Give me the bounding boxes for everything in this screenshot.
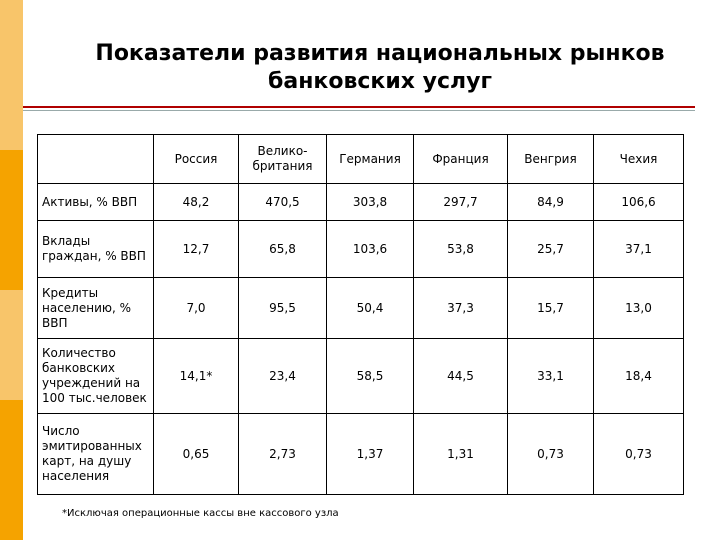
- table-cell: 37,3: [414, 278, 508, 339]
- side-bar-segment: [0, 0, 23, 150]
- row-label: Количество банковских учреждений на 100 тыс.человек: [38, 339, 154, 414]
- table-cell: 0,73: [594, 414, 684, 495]
- row-label: Активы, % ВВП: [38, 184, 154, 221]
- footnote: *Исключая операционные кассы вне кассового узла: [62, 508, 339, 519]
- title-line-2: банковских услуг: [268, 69, 492, 94]
- table-row: [38, 414, 684, 495]
- table-cell: 50,4: [327, 278, 414, 339]
- title-line-1: Показатели развития национальных рынков: [95, 41, 665, 66]
- table-cell: 2,73: [239, 414, 327, 495]
- table-cell: 58,5: [327, 339, 414, 414]
- table-cell: 103,6: [327, 221, 414, 278]
- table-cell: 37,1: [594, 221, 684, 278]
- column-header: Франция: [414, 135, 508, 184]
- table-cell: 44,5: [414, 339, 508, 414]
- table-cell: 297,7: [414, 184, 508, 221]
- table-row: [38, 339, 684, 414]
- table-cell: 53,8: [414, 221, 508, 278]
- table-cell: 65,8: [239, 221, 327, 278]
- column-header: Россия: [154, 135, 239, 184]
- table-cell: 0,65: [154, 414, 239, 495]
- table-row: [38, 278, 684, 339]
- row-label: Вклады граждан, % ВВП: [38, 221, 154, 278]
- table-cell: 7,0: [154, 278, 239, 339]
- table-cell: 470,5: [239, 184, 327, 221]
- column-header: Германия: [327, 135, 414, 184]
- table-row: [38, 221, 684, 278]
- table-cell: 303,8: [327, 184, 414, 221]
- title-divider-shadow: [23, 110, 695, 111]
- table-cell: 15,7: [508, 278, 594, 339]
- table-cell: 1,37: [327, 414, 414, 495]
- table-cell: 106,6: [594, 184, 684, 221]
- title-divider: [23, 106, 695, 108]
- table-cell: 12,7: [154, 221, 239, 278]
- table-cell: 23,4: [239, 339, 327, 414]
- column-header: Велико- британия: [239, 135, 327, 184]
- table-cell: 1,31: [414, 414, 508, 495]
- table-cell: 18,4: [594, 339, 684, 414]
- table-cell: 95,5: [239, 278, 327, 339]
- table-header-row: [38, 135, 684, 184]
- table-cell: 25,7: [508, 221, 594, 278]
- row-label: Число эмитированных карт, на душу населения: [38, 414, 154, 495]
- table-row: [38, 184, 684, 221]
- column-header: Венгрия: [508, 135, 594, 184]
- side-bar-segment: [0, 290, 23, 400]
- table-cell: 14,1*: [154, 339, 239, 414]
- decorative-side-bar: [0, 0, 23, 540]
- table-cell: 13,0: [594, 278, 684, 339]
- corner-cell: [38, 135, 154, 184]
- column-header: Чехия: [594, 135, 684, 184]
- banking-indicators-table: [37, 134, 684, 495]
- row-label: Кредиты населению, % ВВП: [38, 278, 154, 339]
- page-title: [40, 40, 720, 96]
- table-cell: 48,2: [154, 184, 239, 221]
- table-cell: 84,9: [508, 184, 594, 221]
- table-cell: 33,1: [508, 339, 594, 414]
- table-cell: 0,73: [508, 414, 594, 495]
